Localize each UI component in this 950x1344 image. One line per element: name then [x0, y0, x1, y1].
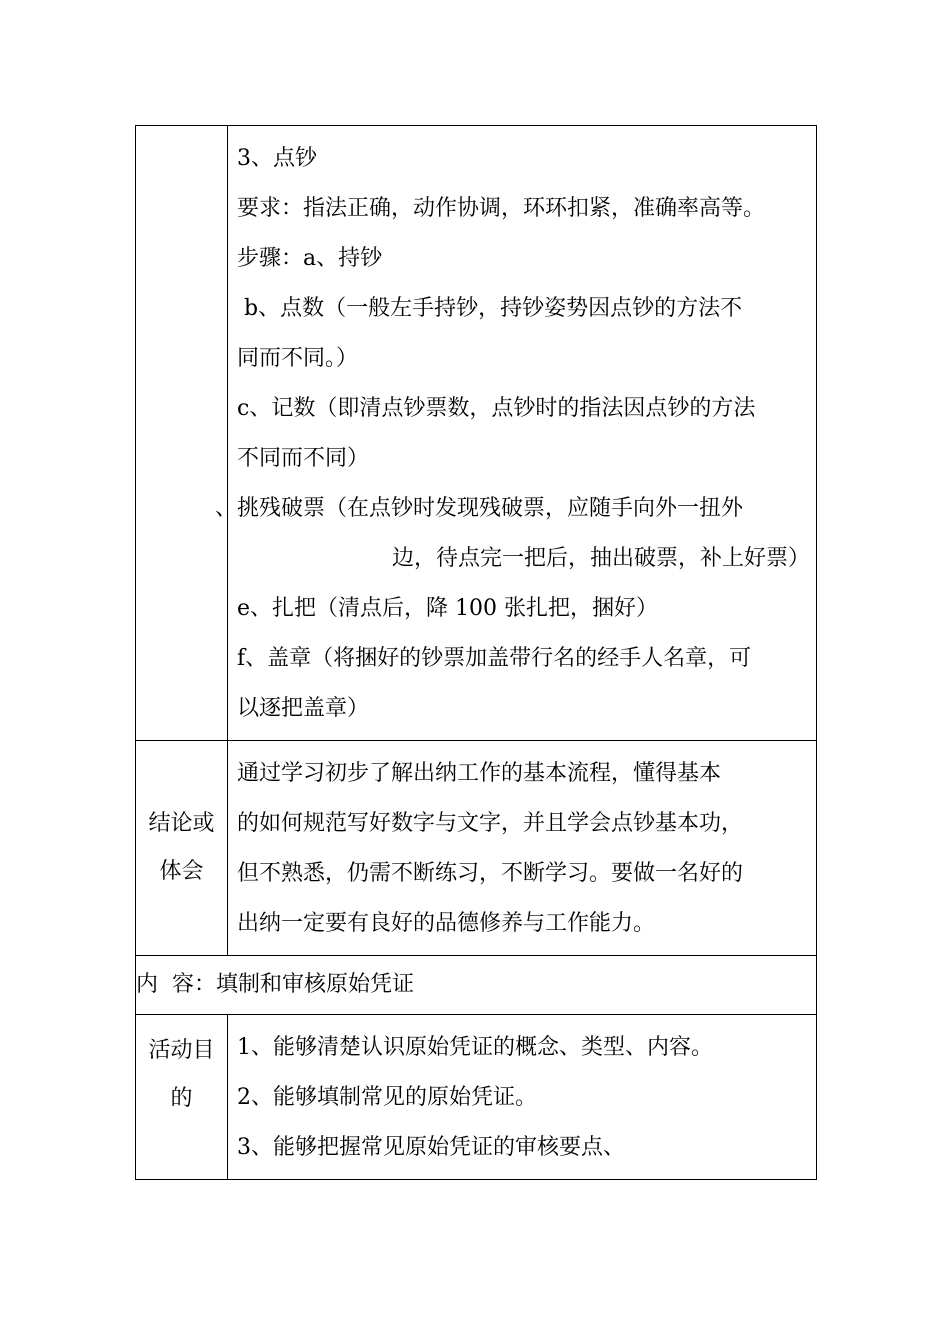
step-e: e、扎把（清点后，降 100 张扎把，捆好）	[237, 596, 658, 621]
objectives-label-line1: 活动目	[148, 1038, 215, 1063]
step-d-line2: 边，待点完一把后，抽出破票，补上好票）	[391, 546, 810, 571]
conclusion-label-line1: 结论或	[148, 811, 215, 836]
objectives-cell	[228, 1015, 817, 1180]
table-row-content	[136, 956, 817, 1015]
report-table	[135, 125, 817, 1180]
table-row-cash-counting	[136, 126, 817, 741]
conclusion-label-line2: 体会	[159, 859, 204, 884]
step-f-line1: f、盖章（将捆好的钞票加盖带行名的经手人名章，可	[237, 646, 752, 671]
content-heading: 内 容：填制和审核原始凭证	[136, 956, 817, 1015]
conclusion-line: 的如何规范写好数字与文字，并且学会点钞基本功，	[237, 811, 744, 836]
conclusion-label	[136, 741, 228, 956]
conclusion-line: 出纳一定要有良好的品德修养与工作能力。	[237, 911, 656, 936]
objectives-label	[136, 1015, 228, 1180]
conclusion-cell	[228, 741, 817, 956]
step-heading: 3、点钞	[237, 146, 317, 171]
step-c-line2: 不同而不同）	[237, 446, 370, 471]
step-b-line1: b、点数（一般左手持钞，持钞姿势因点钞的方法不	[237, 296, 743, 321]
row-label-empty	[136, 126, 228, 741]
step-a: 步骤：a、持钞	[237, 246, 383, 271]
step-b-line2: 同而不同。）	[237, 346, 359, 371]
objective-item: 3、能够把握常见原始凭证的审核要点、	[237, 1135, 625, 1160]
conclusion-line: 但不熟悉，仍需不断练习，不断学习。要做一名好的	[237, 861, 744, 886]
objective-item: 1、能够清楚认识原始凭证的概念、类型、内容。	[237, 1035, 713, 1060]
step-c-line1: c、记数（即清点钞票数，点钞时的指法因点钞的方法	[237, 396, 756, 421]
objectives-label-line2: 的	[170, 1086, 193, 1111]
cash-counting-cell	[215, 126, 817, 741]
table-row-conclusion	[136, 741, 817, 956]
step-f-line2: 以逐把盖章）	[237, 696, 370, 721]
objective-item: 2、能够填制常见的原始凭证。	[237, 1085, 537, 1110]
table-row-objectives	[136, 1015, 817, 1180]
conclusion-line: 通过学习初步了解出纳工作的基本流程，懂得基本	[237, 761, 722, 786]
step-d-line1: 、挑残破票（在点钞时发现残破票，应随手向外一扭外	[215, 496, 744, 521]
requirement-text: 要求：指法正确，动作协调，环环扣紧，准确率高等。	[237, 196, 766, 221]
